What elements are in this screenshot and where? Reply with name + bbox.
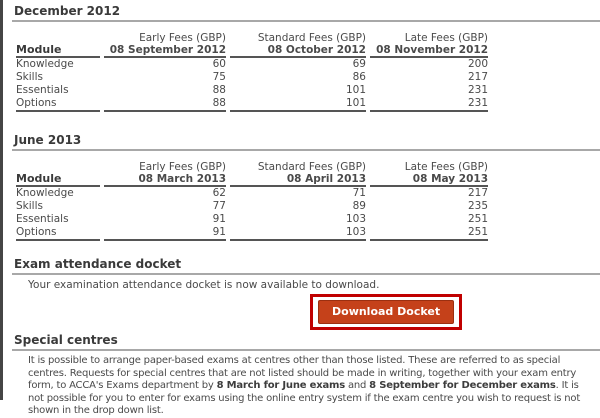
section-heading-december-2012: December 2012 <box>12 2 600 22</box>
section-exam-attendance-docket <box>12 255 600 326</box>
late-fee-cell: 217 <box>467 71 488 83</box>
col-header-late-fees <box>370 32 488 58</box>
section-heading-special-centres: Special centres <box>12 331 600 351</box>
section-heading-exam-attendance-docket: Exam attendance docket <box>12 255 600 275</box>
fee-deadline-label: 08 April 2013 <box>286 173 366 185</box>
header-row <box>16 32 488 58</box>
text-segment: and <box>345 380 370 391</box>
june-exams-deadline-bold: 8 March for June exams <box>216 380 345 391</box>
section-december-2012 <box>12 2 600 112</box>
module-cell: Essentials <box>16 213 69 225</box>
fee-type-label: Late Fees (GBP) <box>404 161 488 173</box>
table-row <box>16 84 488 97</box>
exam-fees-page <box>3 0 600 418</box>
early-fee-cell: 62 <box>212 187 226 199</box>
early-fee-cell: 77 <box>212 200 226 212</box>
section-june-2013 <box>12 131 600 241</box>
early-fee-cell: 91 <box>212 213 226 225</box>
late-fee-cell: 231 <box>370 97 488 112</box>
early-fee-cell: 75 <box>212 71 226 83</box>
late-fee-cell: 231 <box>467 84 488 96</box>
col-header-early-fees <box>104 32 226 58</box>
table-row <box>16 226 488 241</box>
fee-type-label: Standard Fees (GBP) <box>257 32 366 44</box>
fee-deadline-label: 08 May 2013 <box>412 173 488 185</box>
standard-fee-cell: 101 <box>230 97 366 112</box>
red-highlight-annotation <box>310 294 462 330</box>
module-cell: Skills <box>16 71 43 83</box>
module-cell: Knowledge <box>16 58 74 70</box>
module-cell: Options <box>16 226 100 241</box>
fee-type-label: Late Fees (GBP) <box>404 32 488 44</box>
table-row <box>16 58 488 71</box>
table-row <box>16 71 488 84</box>
text-segment: It is possible to arrange paper-based exams at centres other than those listed. These are referred to as special centres. Requests for special centres that are not listed should be made in writing, together with your exam entry form, to ACCA's Exams department by <box>28 355 577 391</box>
late-fee-cell: 200 <box>467 58 488 70</box>
section-special-centres <box>12 331 600 418</box>
december-exams-deadline-bold: 8 September for December exams <box>369 380 556 391</box>
standard-fee-cell: 89 <box>352 200 366 212</box>
docket-availability-message: Your examination attendance docket is now available to download. <box>28 279 380 291</box>
fee-type-label: Standard Fees (GBP) <box>257 161 366 173</box>
header-row <box>16 161 488 187</box>
module-cell: Knowledge <box>16 187 74 199</box>
table-row <box>16 97 488 112</box>
fee-deadline-label: 08 November 2012 <box>376 44 488 56</box>
table-row <box>16 200 488 213</box>
col-header-early-fees <box>104 161 226 187</box>
standard-fee-cell: 103 <box>345 213 366 225</box>
col-header-standard-fees <box>230 32 366 58</box>
standard-fee-cell: 103 <box>230 226 366 241</box>
late-fee-cell: 251 <box>467 213 488 225</box>
standard-fee-cell: 69 <box>352 58 366 70</box>
fee-type-label: Early Fees (GBP) <box>139 32 226 44</box>
module-cell: Options <box>16 97 100 112</box>
special-centres-text <box>12 355 600 418</box>
standard-fee-cell: 71 <box>352 187 366 199</box>
fees-table-december-2012 <box>12 32 492 112</box>
text-segment: . It is not possible for you to enter for exams using the online entry system if the exam centre you wish to request is not shown in the drop down list. <box>28 380 581 416</box>
col-header-standard-fees <box>230 161 366 187</box>
col-header-module: Module <box>16 32 100 58</box>
fee-deadline-label: 08 October 2012 <box>267 44 366 56</box>
early-fee-cell: 60 <box>212 58 226 70</box>
docket-button-area <box>310 294 600 326</box>
early-fee-cell: 91 <box>104 226 226 241</box>
module-cell: Essentials <box>16 84 69 96</box>
standard-fee-cell: 101 <box>345 84 366 96</box>
col-header-late-fees <box>370 161 488 187</box>
late-fee-cell: 251 <box>370 226 488 241</box>
col-header-module: Module <box>16 161 100 187</box>
standard-fee-cell: 86 <box>352 71 366 83</box>
table-row <box>16 213 488 226</box>
table-row <box>16 187 488 200</box>
module-cell: Skills <box>16 200 43 212</box>
fee-type-label: Early Fees (GBP) <box>139 161 226 173</box>
fee-deadline-label: 08 March 2013 <box>138 173 226 185</box>
early-fee-cell: 88 <box>104 97 226 112</box>
fee-deadline-label: 08 September 2012 <box>109 44 226 56</box>
late-fee-cell: 235 <box>467 200 488 212</box>
download-docket-button[interactable]: Download Docket <box>318 300 454 324</box>
early-fee-cell: 88 <box>212 84 226 96</box>
late-fee-cell: 217 <box>467 187 488 199</box>
section-heading-june-2013: June 2013 <box>12 131 600 151</box>
fees-table-june-2013 <box>12 161 492 241</box>
